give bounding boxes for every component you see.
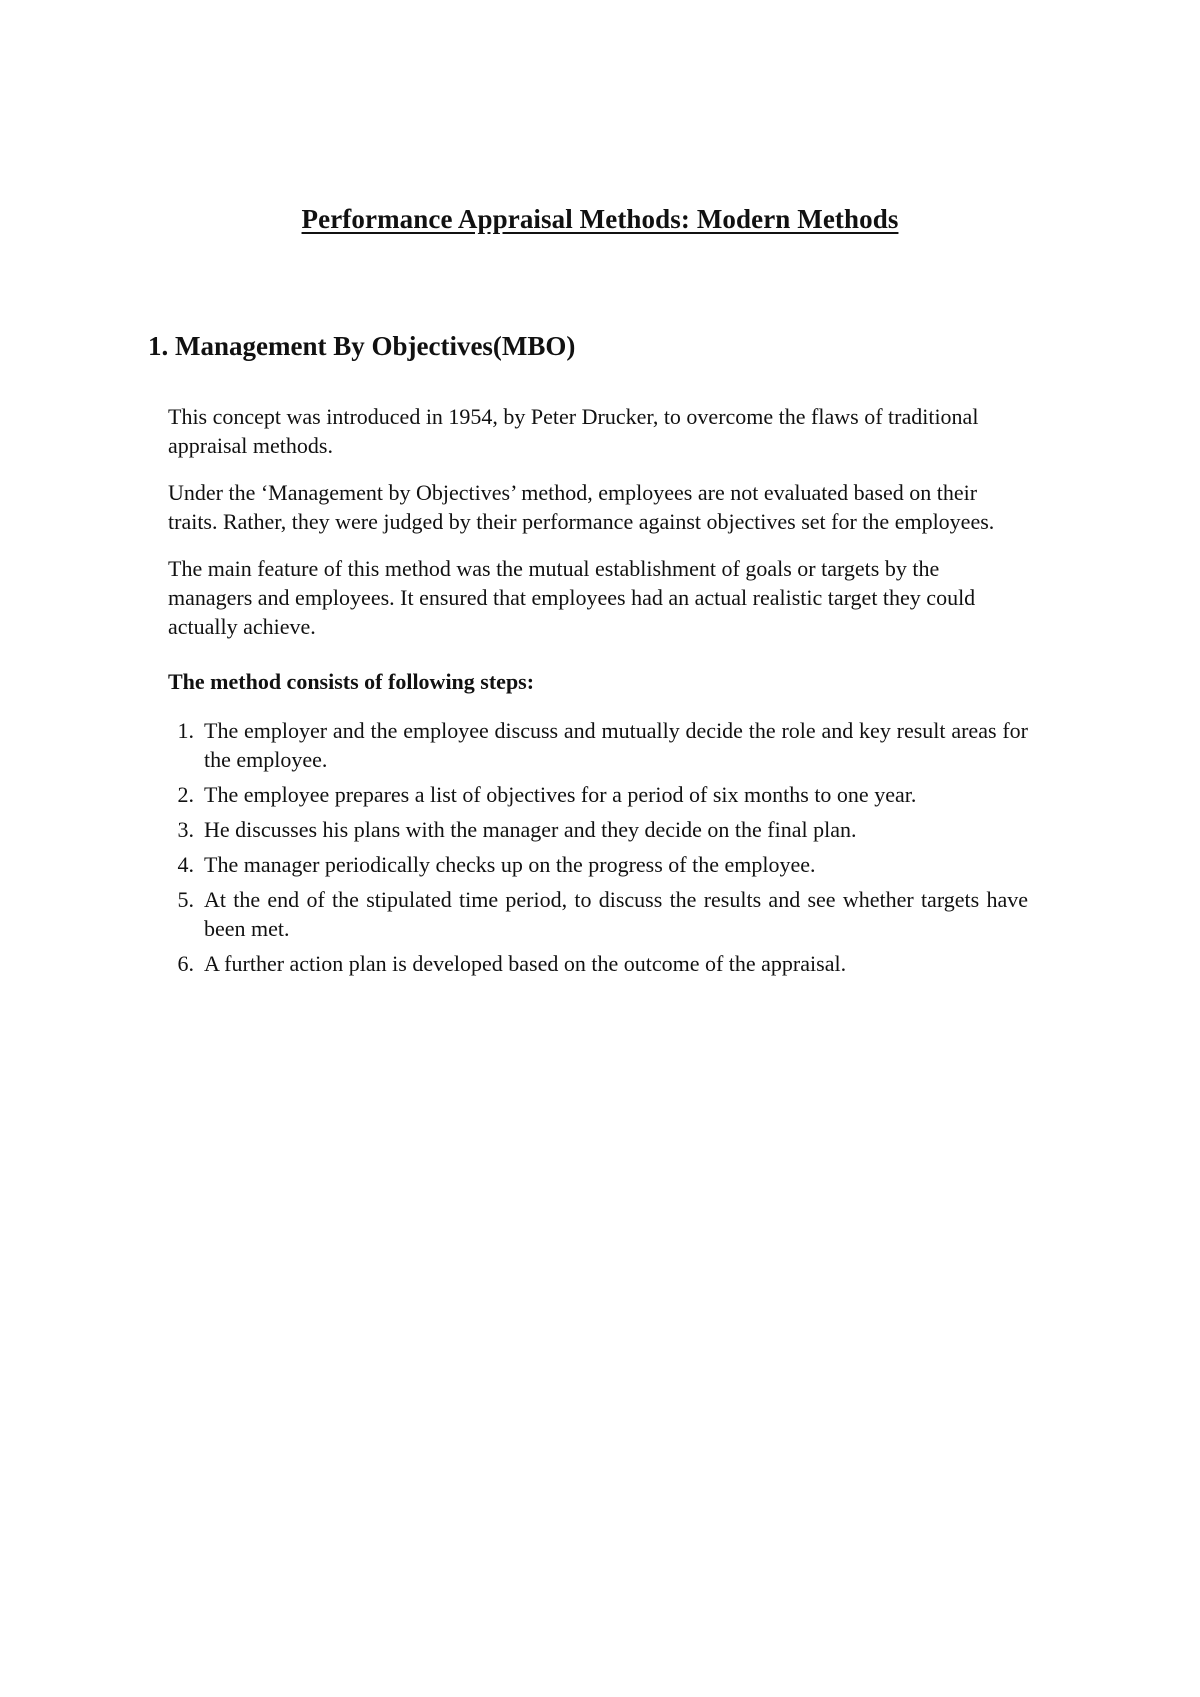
document-title: Performance Appraisal Methods: Modern Methods — [301, 204, 899, 234]
list-item — [168, 850, 1028, 879]
list-item-number: 3. — [177, 817, 194, 842]
section-heading: 1. Management By Objectives(MBO) — [148, 331, 576, 361]
list-item — [168, 885, 1028, 943]
list-item-text: He discusses his plans with the manager and they decide on the final plan. — [204, 817, 857, 842]
list-item — [168, 716, 1028, 774]
list-item-number: 4. — [177, 852, 194, 877]
paragraph-feature: The main feature of this method was the mutual establishment of goals or targets by the managers and employees. It ensured that employees had an actual realistic target they could actually achieve. — [168, 556, 976, 639]
document-body — [168, 402, 1028, 984]
list-item-text: A further action plan is developed based on the outcome of the appraisal. — [204, 951, 847, 976]
list-item-text: The employee prepares a list of objectives for a period of six months to one year. — [204, 782, 917, 807]
list-item-text: At the end of the stipulated time period, to discuss the results and see whether targets have been met. — [204, 887, 1028, 941]
list-item-text: The employer and the employee discuss and mutually decide the role and key result areas for the employee. — [204, 718, 1028, 772]
list-item-number: 2. — [177, 782, 194, 807]
list-item — [168, 815, 1028, 844]
list-item — [168, 949, 1028, 978]
list-item-number: 1. — [177, 718, 194, 743]
list-item — [168, 780, 1028, 809]
list-item-number: 6. — [177, 951, 194, 976]
list-item-text: The manager periodically checks up on the progress of the employee. — [204, 852, 816, 877]
paragraph-method: Under the ‘Management by Objectives’ method, employees are not evaluated based on their traits. Rather, they were judged by their performance against objectives set for the employees. — [168, 480, 995, 534]
paragraph-intro: This concept was introduced in 1954, by Peter Drucker, to overcome the flaws of traditional appraisal methods. — [168, 404, 979, 458]
steps-list — [168, 716, 1028, 978]
steps-heading: The method consists of following steps: — [168, 669, 535, 694]
list-item-number: 5. — [177, 887, 194, 912]
